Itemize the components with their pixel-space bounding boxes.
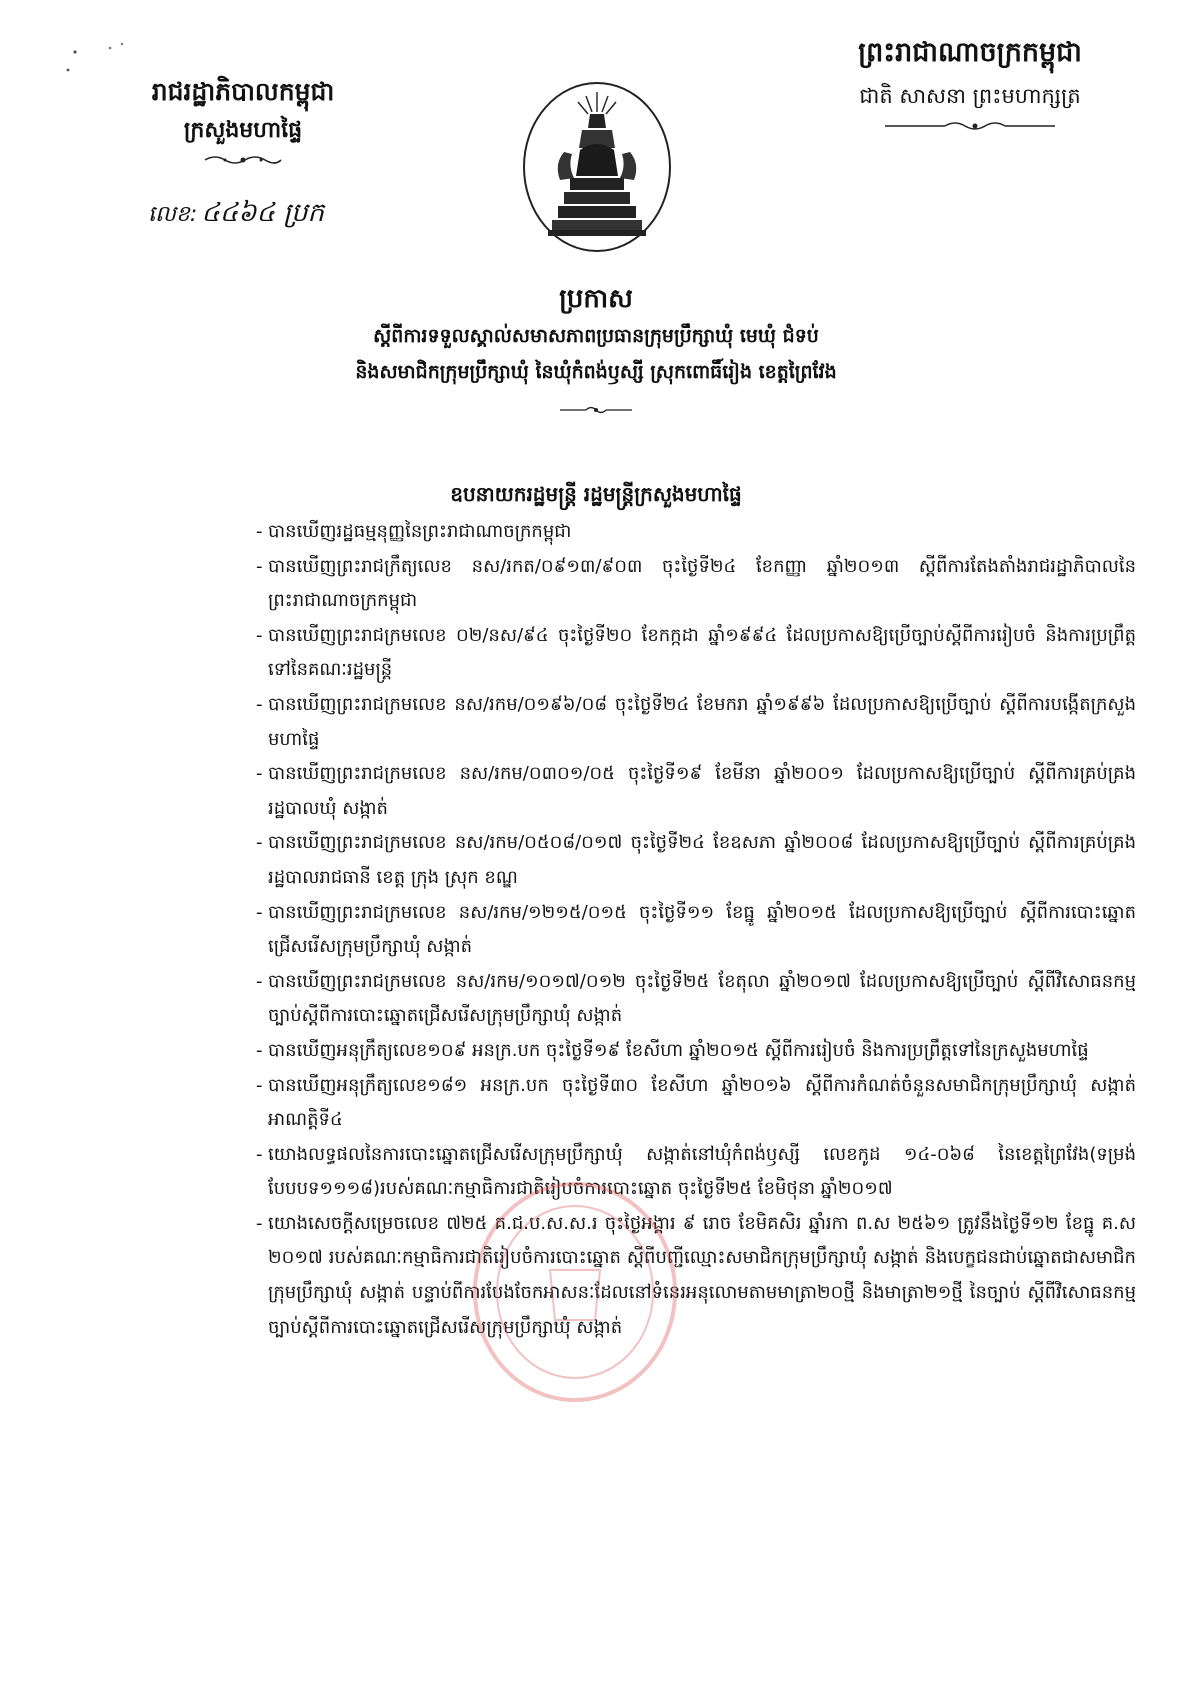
clause-item <box>256 965 1136 1034</box>
bullet-dash-icon: - <box>256 624 263 646</box>
clause-item <box>256 688 1136 757</box>
bullet-dash-icon: - <box>256 1143 263 1165</box>
clause-text: បានឃើញព្រះរាជក្រមលេខ នស/រកម/១២១៥/០១៥ ចុះថ្ងៃទី១១ ខែធ្នូ ឆ្នាំ២០១៥ ដែលប្រកាសឱ្យប្រើច្បាប់ ស្តីពីការបោះឆ្នោតជ្រើសរើសក្រុមប្រឹក្សាឃុំ សង្កាត់ <box>268 901 1136 958</box>
bullet-dash-icon: - <box>256 1074 263 1096</box>
ornament-divider-icon <box>118 150 368 170</box>
document-type: ប្រកាស <box>559 284 633 314</box>
clause-item <box>256 896 1136 965</box>
bullet-dash-icon: - <box>256 1039 263 1061</box>
clause-item <box>256 550 1136 619</box>
bullet-dash-icon: - <box>256 1212 263 1234</box>
clause-item <box>256 826 1136 895</box>
reference-value: ៤៤៦៤ ប្រក <box>201 198 324 228</box>
bullet-dash-icon: - <box>256 832 263 854</box>
clause-item <box>256 515 1136 550</box>
bullet-dash-icon: - <box>256 763 263 785</box>
clause-text: យោងលទ្ធផលនៃការបោះឆ្នោតជ្រើសរើសក្រុមប្រឹក្សាឃុំ សង្កាត់នៅឃុំកំពង់ឫស្សី លេខកូដ ១៤-០៦៨ នៃខេត្តព្រៃវែង(ទម្រង់បែបបទ១១១៨)របស់គណៈកម្មាធិការជាតិរៀបចំការបោះឆ្នោត ចុះថ្ងៃទី២៥ ខែមិថុនា ឆ្នាំ២០១៧ <box>268 1143 1136 1200</box>
clause-text: បានឃើញព្រះរាជក្រឹត្យលេខ នស/រកត/០៩១៣/៩០៣ ចុះថ្ងៃទី២៤ ខែកញ្ញា ឆ្នាំ២០១៣ ស្តីពីការតែងតាំងរាជរដ្ឋាភិបាលនៃព្រះរាជាណាចក្រកម្ពុជា <box>268 555 1136 612</box>
clause-item <box>256 757 1136 826</box>
clause-text: បានឃើញរដ្ឋធម្មនុញ្ញនៃព្រះរាជាណាចក្រកម្ពុជា <box>268 521 572 542</box>
clause-text: បានឃើញព្រះរាជក្រមលេខ នស/រកម/០៣០១/០៥ ចុះថ្ងៃទី១៩ ខែមីនា ឆ្នាំ២០០១ ដែលប្រកាសឱ្យប្រើច្បាប់ ស្តីពីការគ្រប់គ្រងរដ្ឋបាលឃុំ សង្កាត់ <box>268 763 1136 819</box>
subject-line-2: និងសមាជិកក្រុមប្រឹក្សាឃុំ នៃឃុំកំពង់ឫស្សី ស្រុកពោធិ៍រៀង ខេត្តព្រៃវែង <box>355 361 837 383</box>
royal-emblem-icon <box>520 80 675 255</box>
reference-label: លេខ: <box>148 202 198 227</box>
clause-text: បានឃើញអនុក្រឹត្យលេខ១៨១ អនក្រ.បក ចុះថ្ងៃទី៣០ ខែសីហា ឆ្នាំ២០១៦ ស្តីពីការកំណត់ចំនួនសមាជិកក្រុមប្រឹក្សាឃុំ សង្កាត់អាណត្តិទី៤ <box>268 1074 1136 1131</box>
clause-item <box>256 1207 1136 1345</box>
reference-number <box>148 196 324 234</box>
subject-line-1: ស្តីពីការទទួលស្គាល់សមាសភាពប្រធានក្រុមប្រឹក្សាឃុំ មេឃុំ ជំទប់ <box>373 325 819 347</box>
clause-text: បានឃើញព្រះរាជក្រមលេខ នស/រកម/០៥០៨/០១៧ ចុះថ្ងៃទី២៤ ខែឧសភា ឆ្នាំ២០០៨ ដែលប្រកាសឱ្យប្រើច្បាប់ ស្តីពីការគ្រប់គ្រងរដ្ឋបាលរាជធានី ខេត្ត ក្រុង ស្រុក ខណ្ឌ <box>268 832 1136 888</box>
clause-text: យោងសេចក្តីសម្រេចលេខ ៧២៥ គ.ជ.ប.ស.ស.រ ចុះថ្ងៃអង្គារ ៩ រោច ខែមិគសិរ ឆ្នាំរកា ព.ស ២៥៦១ ត្រូវនឹងថ្ងៃទី១២ ខែធ្នូ គ.ស ២០១៧ របស់គណៈកម្មាធិការជាតិរៀបចំការបោះឆ្នោត ស្តីពីបញ្ជីឈ្មោះសមាជិកក្រុមប្រឹក្សាឃុំ សង្កាត់ និងបេក្ខជនជាប់ឆ្នោតជាសមាជិកក្រុមប្រឹក្សាឃុំ សង្កាត់ បន្ទាប់ពីការបែងចែកអាសនៈដែលនៅទំនេរអនុលោមតាមមាត្រា២០ថ្មី និងមាត្រា២១ថ្មី នៃច្បាប់ ស្តីពីវិសោធនកម្មច្បាប់ស្តីពីការបោះឆ្នោតជ្រើសរើសក្រុមប្រឹក្សាឃុំ សង្កាត់ <box>268 1212 1136 1338</box>
clause-text: បានឃើញព្រះរាជក្រមលេខ នស/រកម/១០១៧/០១២ ចុះថ្ងៃទី២៥ ខែតុលា ឆ្នាំ២០១៧ ដែលប្រកាសឱ្យប្រើច្បាប់ ស្តីពីវិសោធនកម្មច្បាប់ស្តីពីការបោះឆ្នោតជ្រើសរើសក្រុមប្រឹក្សាឃុំ សង្កាត់ <box>268 970 1136 1027</box>
bullet-dash-icon: - <box>256 555 263 577</box>
document-title <box>180 280 1012 424</box>
clause-item <box>256 1034 1136 1069</box>
clause-text: បានឃើញព្រះរាជក្រមលេខ នស/រកម/០១៩៦/០៨ ចុះថ្ងៃទី២៤ ខែមករា ឆ្នាំ១៩៩៦ ដែលប្រកាសឱ្យប្រើច្បាប់ ស្តីពីការបង្កើតក្រសួងមហាផ្ទៃ <box>268 693 1136 750</box>
bullet-dash-icon: - <box>256 901 263 923</box>
official-stamp-icon <box>470 1180 680 1405</box>
government-name: រាជរដ្ឋាភិបាលកម្ពុជា <box>151 77 335 106</box>
clause-item <box>256 1138 1136 1207</box>
national-motto: ជាតិ សាសនា ព្រះមហាក្សត្រ <box>859 84 1081 108</box>
bullet-dash-icon: - <box>256 970 263 992</box>
kingdom-header <box>820 30 1120 136</box>
clause-text: បានឃើញព្រះរាជក្រមលេខ ០២/នស/៩៤ ចុះថ្ងៃទី២០ ខែកក្កដា ឆ្នាំ១៩៩៤ ដែលប្រកាសឱ្យប្រើច្បាប់ស្តីពីការរៀបចំ និងការប្រព្រឹត្តទៅនៃគណៈរដ្ឋមន្ត្រី <box>268 624 1136 681</box>
clause-item <box>256 1069 1136 1138</box>
preamble-clauses <box>256 515 1136 1345</box>
ministry-header <box>118 72 368 170</box>
clause-item <box>256 619 1136 688</box>
bullet-dash-icon: - <box>256 693 263 715</box>
issuer-title: ឧបនាយករដ្ឋមន្ត្រី រដ្ឋមន្ត្រីក្រសួងមហាផ្ទៃ <box>450 482 742 506</box>
clause-text: បានឃើញអនុក្រឹត្យលេខ១០៩ អនក្រ.បក ចុះថ្ងៃទី១៩ ខែសីហា ឆ្នាំ២០១៥ ស្តីពីការរៀបចំ និងការប្រព្រឹត្តទៅនៃក្រសួងមហាផ្ទៃ <box>268 1039 1089 1061</box>
ornament-divider-icon <box>820 116 1120 136</box>
ornament-divider-icon <box>180 404 1012 424</box>
kingdom-name: ព្រះរាជាណាចក្រកម្ពុជា <box>858 37 1082 68</box>
bullet-dash-icon: - <box>256 521 263 542</box>
ministry-name: ក្រសួងមហាផ្ទៃ <box>183 118 303 143</box>
